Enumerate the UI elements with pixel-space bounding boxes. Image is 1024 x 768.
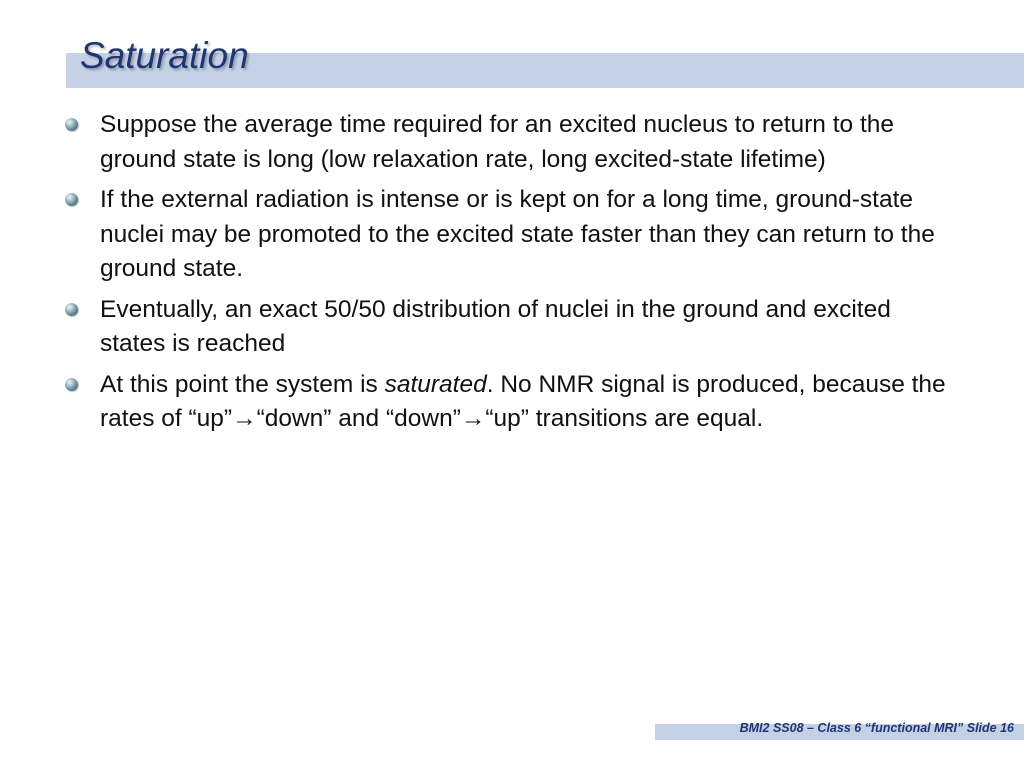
bullet-text-before: At this point the system is — [100, 370, 385, 398]
bullet-text: Suppose the average time required for an excited nucleus to return to the ground state is long (low relaxation rate, long excited-state lifetime) — [100, 111, 895, 173]
bullet-item — [62, 183, 962, 287]
sphere-bullet-icon — [65, 303, 78, 316]
bullet-text-after: . No NMR signal is produced, because the rates of “up”→“down” and “down”→“up” transitions are equal. — [100, 370, 946, 432]
bullet-item — [62, 368, 962, 437]
sphere-bullet-icon — [65, 118, 78, 131]
bullet-text: If the external radiation is intense or is kept on for a long time, ground-state nuclei may be promoted to the excited state faster than they can return to the ground state. — [100, 186, 935, 282]
sphere-bullet-icon — [65, 378, 78, 391]
bullet-list — [62, 108, 962, 443]
slide-footer: BMI2 SS08 – Class 6 “functional MRI” Slide 16 — [739, 721, 1014, 735]
bullet-text: Eventually, an exact 50/50 distribution of nuclei in the ground and excited states is reached — [100, 295, 891, 357]
bullet-emphasis-saturated: saturated — [384, 370, 487, 398]
bullet-item — [62, 293, 962, 362]
slide-title: Saturation — [80, 35, 249, 76]
bullet-item — [62, 108, 962, 177]
sphere-bullet-icon — [65, 193, 78, 206]
